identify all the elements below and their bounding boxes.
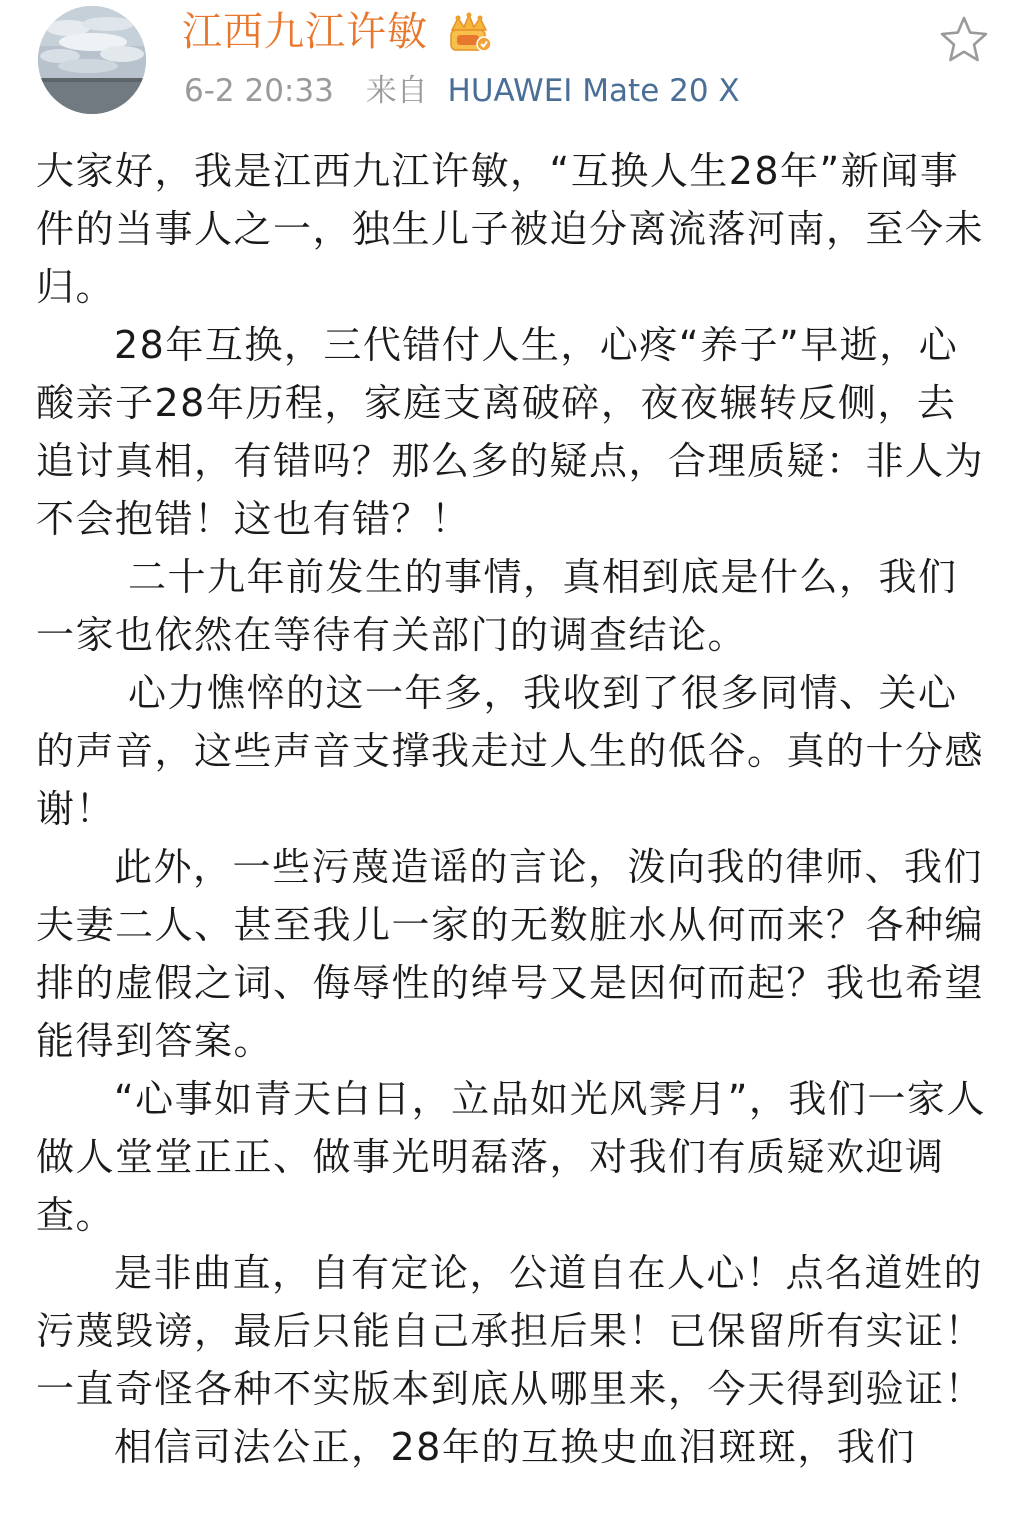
source-label: 来自 <box>365 73 428 109</box>
paragraph: 大家好，我是江西九江许敏，“互换人生28年”新闻事件的当事人之一，独生儿子被迫分离流落河南，至今未归。 <box>36 149 985 309</box>
paragraph: 二十九年前发生的事情，真相到底是什么，我们一家也依然在等待有关部门的调查结论。 <box>36 555 958 657</box>
paragraph: 是非曲直，自有定论，公道自在人心！点名道姓的污蔑毁谤，最后只能自己承担后果！已保留所有实证！一直奇怪各种不实版本到底从哪里来，今天得到验证！ <box>36 1251 985 1411</box>
star-icon[interactable] <box>938 14 990 66</box>
paragraph: 此外，一些污蔑造谣的言论，泼向我的律师、我们夫妻二人、甚至我儿一家的无数脏水从何而来？各种编排的虚假之词、侮辱性的绰号又是因何而起？我也希望能得到答案。 <box>36 845 985 1063</box>
post-body <box>36 142 991 1530</box>
post-header <box>0 0 1024 130</box>
device-link[interactable]: HUAWEI Mate 20 X <box>447 73 740 109</box>
paragraph: 相信司法公正，28年的互换史血泪斑斑，我们 <box>114 1425 916 1469</box>
avatar-image <box>38 6 146 114</box>
paragraph: “心事如青天白日，立品如光风霁月”，我们一家人做人堂堂正正、做事光明磊落，对我们有质疑欢迎调查。 <box>36 1077 986 1237</box>
username[interactable]: 江西九江许敏 <box>182 9 428 55</box>
paragraph: 心力憔悴的这一年多，我收到了很多同情、关心的声音，这些声音支撑我走过人生的低谷。真的十分感谢！ <box>36 671 985 831</box>
vip-crown-icon[interactable] <box>446 10 492 56</box>
paragraph: 28年互换，三代错付人生，心疼“养子”早逝，心酸亲子28年历程，家庭支离破碎，夜夜辗转反侧，去追讨真相，有错吗？那么多的疑点，合理质疑：非人为不会抱错！这也有错？！ <box>36 323 985 541</box>
avatar[interactable] <box>38 6 146 114</box>
post-timestamp: 6-2 20:33 <box>184 73 334 109</box>
post-meta <box>184 70 740 112</box>
